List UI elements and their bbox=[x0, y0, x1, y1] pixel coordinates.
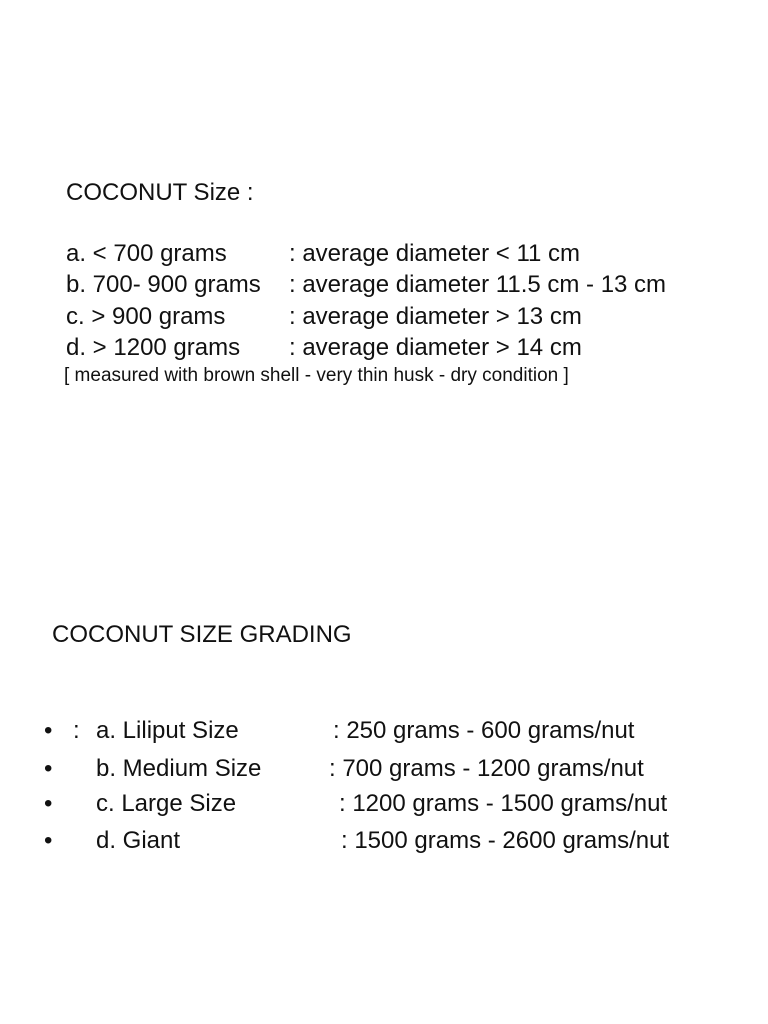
grading-label-b: b. Medium Size bbox=[96, 755, 262, 782]
grading-value-b: : 700 grams - 1200 grams/nut bbox=[329, 755, 644, 782]
size-row-a-label: a. < 700 grams bbox=[66, 240, 227, 267]
sizes-note: [ measured with brown shell - very thin husk - dry condition ] bbox=[64, 365, 569, 386]
size-row-d-value: : average diameter > 14 cm bbox=[289, 334, 582, 361]
size-row-a-value: : average diameter < 11 cm bbox=[289, 240, 581, 267]
size-row-c-value: : average diameter > 13 cm bbox=[289, 303, 582, 330]
size-row-d-label: d. > 1200 grams bbox=[66, 334, 241, 361]
grading-bullet-b: • bbox=[44, 755, 53, 782]
size-row-c-label: c. > 900 grams bbox=[66, 303, 226, 330]
grading-bullet-d: • bbox=[44, 827, 53, 854]
grading-label-d: d. Giant bbox=[96, 827, 181, 854]
grading-value-d: : 1500 grams - 2600 grams/nut bbox=[341, 827, 670, 854]
grading-label-a: a. Liliput Size bbox=[96, 717, 239, 744]
grading-value-c: : 1200 grams - 1500 grams/nut bbox=[339, 790, 668, 817]
grading-bullet-c: • bbox=[44, 790, 53, 817]
grading-label-c: c. Large Size bbox=[96, 790, 237, 817]
sizes-title: COCONUT Size : bbox=[66, 179, 254, 206]
grading-title: COCONUT SIZE GRADING bbox=[52, 621, 352, 648]
size-row-b-label: b. 700- 900 grams bbox=[66, 271, 261, 298]
size-row-b-value: : average diameter 11.5 cm - 13 cm bbox=[289, 271, 667, 298]
grading-bullet-a: • bbox=[44, 717, 53, 744]
grading-prefix-a: : bbox=[73, 717, 80, 744]
grading-value-a: : 250 grams - 600 grams/nut bbox=[333, 717, 635, 744]
